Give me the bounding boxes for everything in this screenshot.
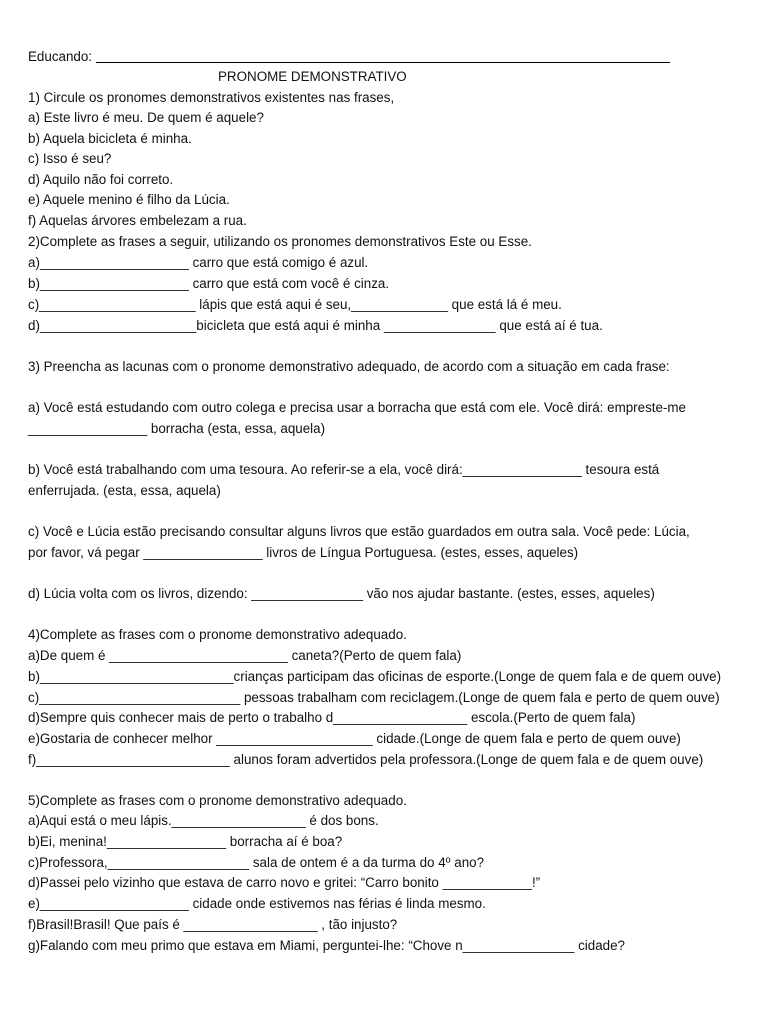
q5-item-b: b)Ei, menina!________________ borracha aí é boa?	[28, 834, 343, 849]
q3-d-line1: d) Lúcia volta com os livros, dizendo: _______________ vão nos ajudar bastante. (estes, esses, aqueles)	[28, 586, 655, 601]
q5-item-c: c)Professora,___________________ sala de ontem é a da turma do 4º ano?	[28, 855, 485, 870]
q1-item-c: c) Isso é seu?	[28, 151, 112, 166]
q4-item-d: d)Sempre quis conhecer mais de perto o trabalho d__________________ escola.(Perto de quem fala)	[28, 710, 636, 725]
q2-item-d: d)_____________________bicicleta que está aqui é minha _______________ que está aí é tua.	[28, 318, 603, 333]
q5-instruction: 5)Complete as frases com o pronome demonstrativo adequado.	[28, 793, 407, 808]
q2-instruction: 2)Complete as frases a seguir, utilizando os pronomes demonstrativos Este ou Esse.	[28, 234, 532, 249]
q2-item-a: a)____________________ carro que está comigo é azul.	[28, 255, 369, 270]
q5-item-e: e)____________________ cidade onde estivemos nas férias é linda mesmo.	[28, 896, 486, 911]
q5-item-f: f)Brasil!Brasil! Que país é __________________ , tão injusto?	[28, 917, 398, 932]
q4-item-e: e)Gostaria de conhecer melhor _____________________ cidade.(Longe de quem fala e perto de quem ouve)	[28, 731, 681, 746]
q3-instruction: 3) Preencha as lacunas com o pronome demonstrativo adequado, de acordo com a situação em cada frase:	[28, 359, 670, 374]
q3-a-line1: a) Você está estudando com outro colega e precisa usar a borracha que está com ele. Você dirá: empreste-me	[28, 400, 686, 415]
q4-item-f: f)__________________________ alunos foram advertidos pela professora.(Longe de quem fala e de quem ouve)	[28, 752, 704, 767]
q3-c-line2: por favor, vá pegar ________________ livros de Língua Portuguesa. (estes, esses, aqueles)	[28, 545, 579, 560]
page-title: PRONOME DEMONSTRATIVO	[218, 69, 407, 84]
q1-item-a: a) Este livro é meu. De quem é aquele?	[28, 110, 264, 125]
q4-instruction: 4)Complete as frases com o pronome demonstrativo adequado.	[28, 627, 407, 642]
q3-a-line2: ________________ borracha (esta, essa, aquela)	[28, 421, 326, 436]
educando-label: Educando:	[28, 49, 93, 64]
q1-instruction: 1) Circule os pronomes demonstrativos existentes nas frases,	[28, 90, 395, 105]
q2-item-b: b)____________________ carro que está com você é cinza.	[28, 276, 390, 291]
q3-c-line1: c) Você e Lúcia estão precisando consultar alguns livros que estão guardados em outra sala. Você pede: Lúcia,	[28, 524, 690, 539]
q4-item-a: a)De quem é ________________________ caneta?(Perto de quem fala)	[28, 648, 462, 663]
q3-b-line1: b) Você está trabalhando com uma tesoura. Ao referir-se a ela, você dirá:________________ tesoura está	[28, 462, 660, 477]
q1-item-e: e) Aquele menino é filho da Lúcia.	[28, 192, 230, 207]
q5-item-g: g)Falando com meu primo que estava em Miami, perguntei-lhe: “Chove n_______________ cidade?	[28, 938, 625, 953]
q1-item-d: d) Aquilo não foi correto.	[28, 172, 174, 187]
educando-name-line	[96, 62, 670, 63]
q3-b-line2: enferrujada. (esta, essa, aquela)	[28, 483, 221, 498]
q4-item-b: b)__________________________crianças participam das oficinas de esporte.(Longe de quem fala e de quem ouve)	[28, 669, 722, 684]
q2-item-c: c)_____________________ lápis que está aqui é seu,_____________ que está lá é meu.	[28, 297, 562, 312]
q1-item-b: b) Aquela bicicleta é minha.	[28, 131, 192, 146]
q1-item-f: f) Aquelas árvores embelezam a rua.	[28, 213, 247, 228]
q4-item-c: c)___________________________ pessoas trabalham com reciclagem.(Longe de quem fala e perto de quem ouve)	[28, 690, 720, 705]
q5-item-a: a)Aqui está o meu lápis.__________________ é dos bons.	[28, 813, 379, 828]
q5-item-d: d)Passei pelo vizinho que estava de carro novo e gritei: “Carro bonito ____________!”	[28, 875, 541, 890]
